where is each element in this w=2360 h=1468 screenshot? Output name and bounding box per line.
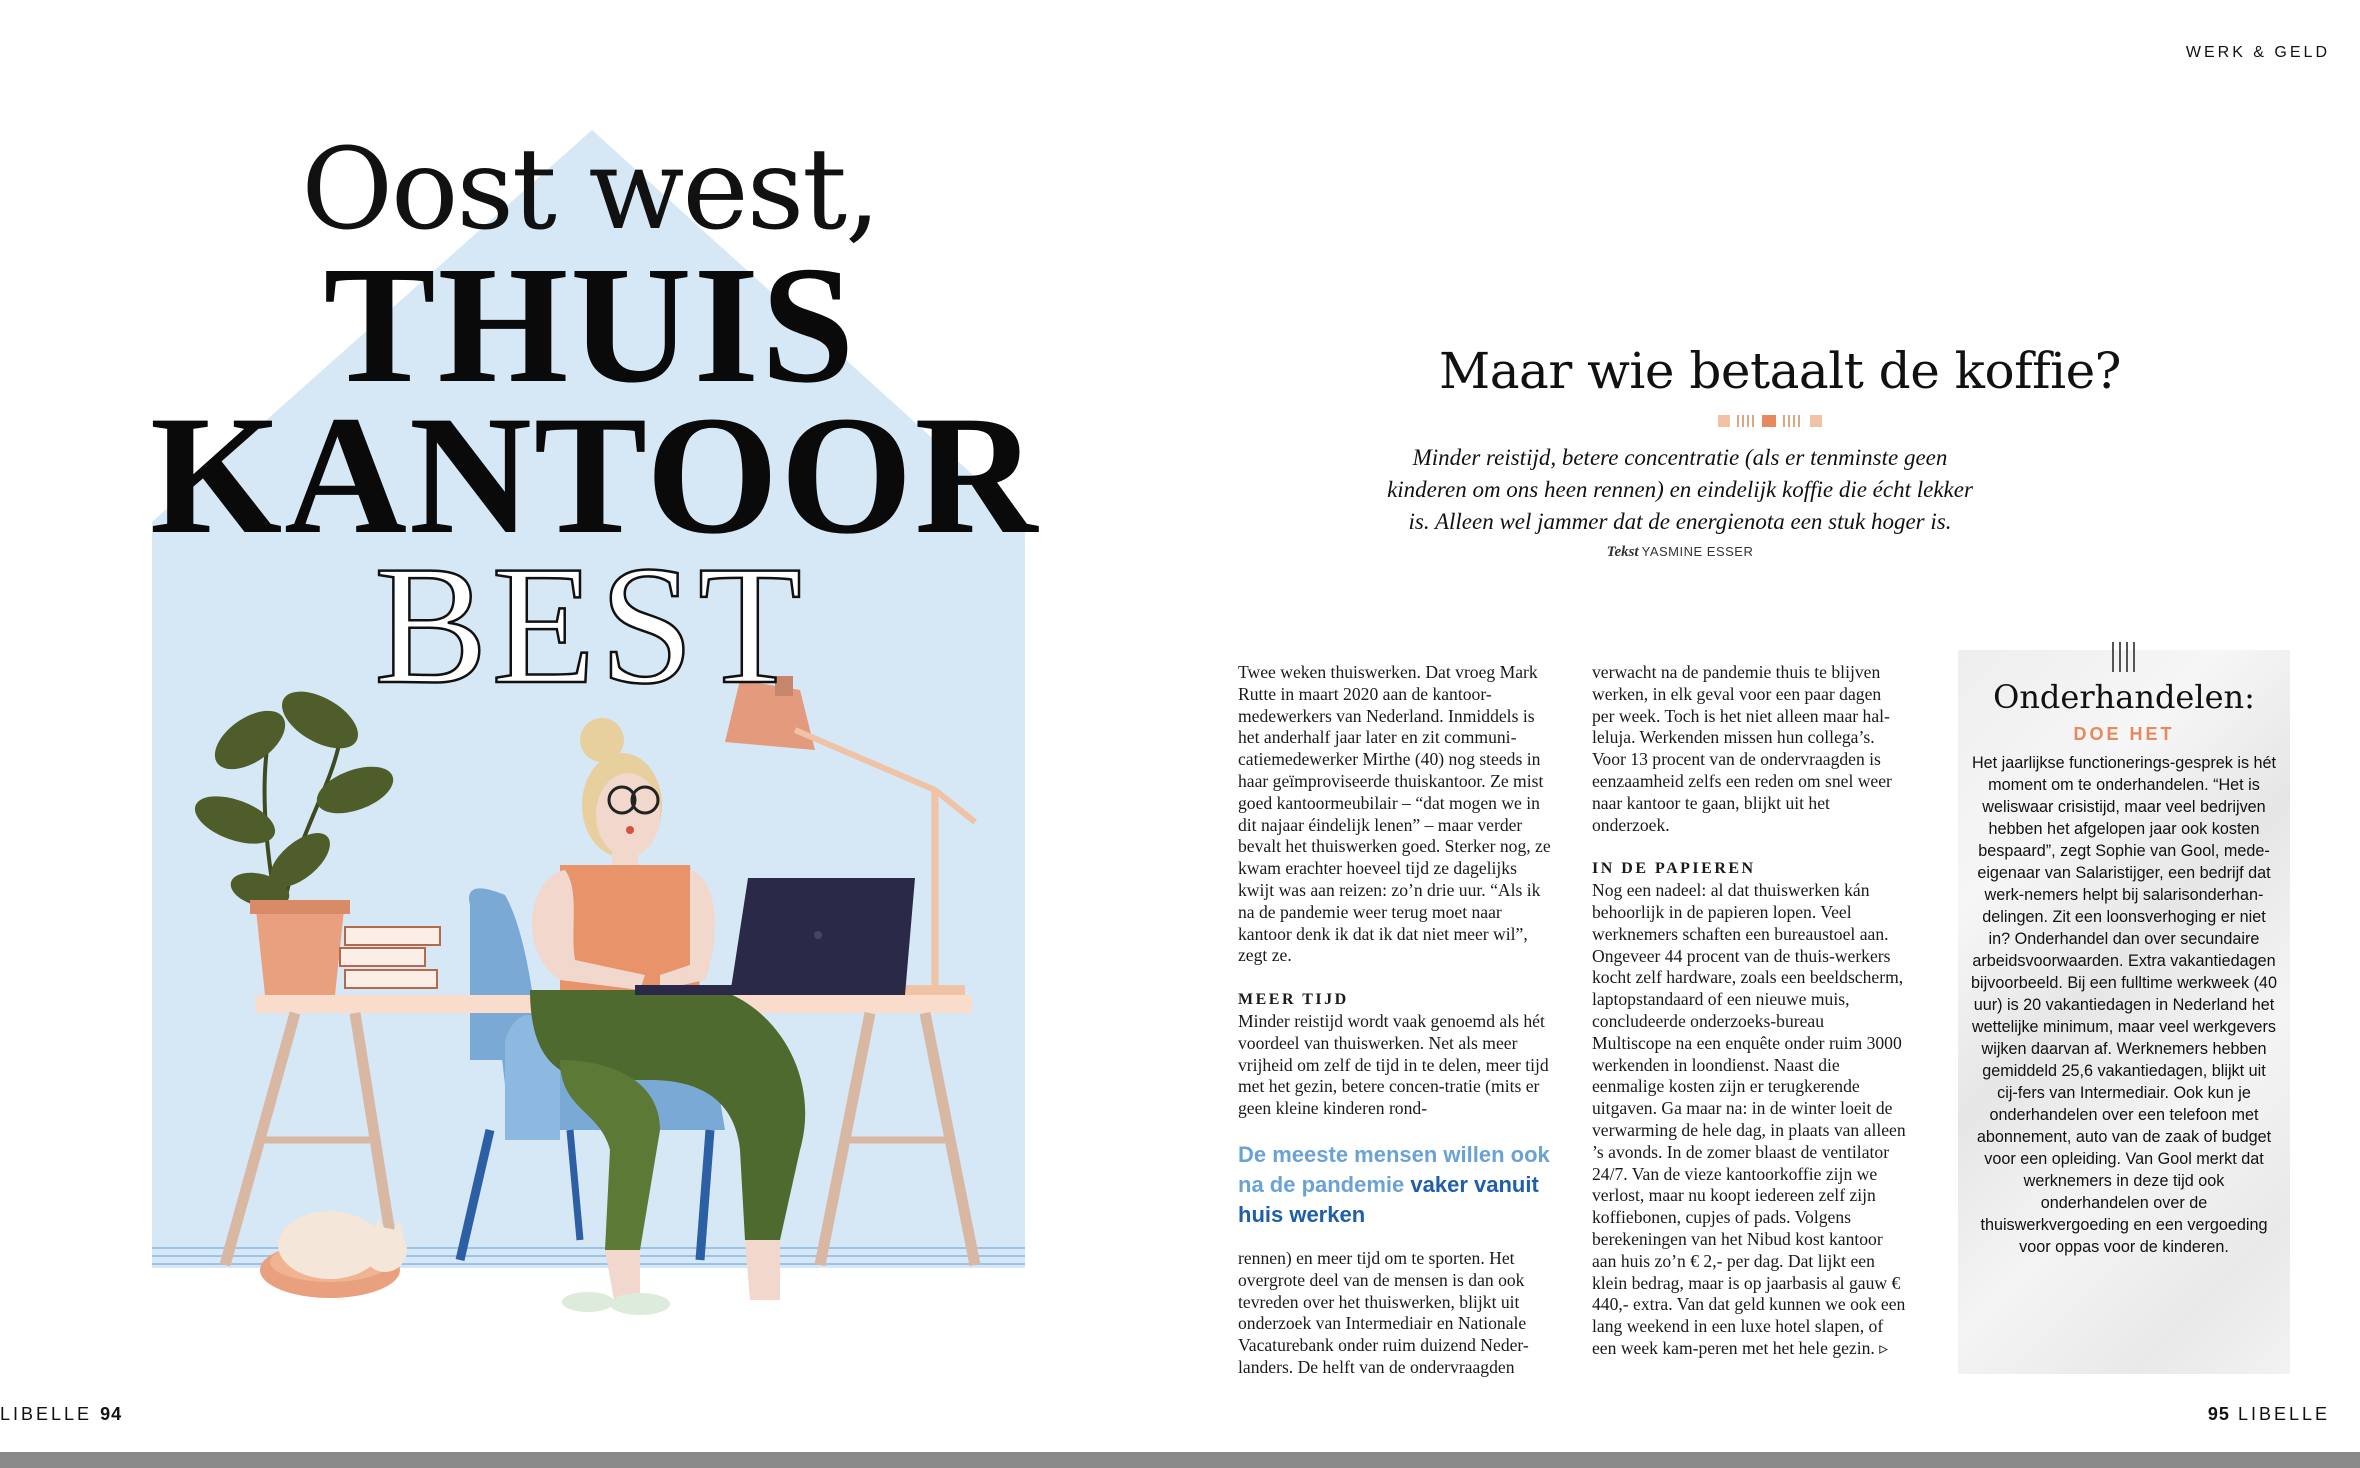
folio-left-label: LIBELLE [0, 1404, 93, 1424]
tick-marks-icon [2110, 640, 2140, 674]
pull-quote-part-2: vaker vanuit huis werken [1238, 1172, 1539, 1227]
paragraph: Twee weken thuiswerken. Dat vroeg Mark Rutte in maart 2020 aan de kantoor-medewerkers van Nederland. Inmiddels is het anderhalf jaar later en zit communi-catiemedewerker Mirthe (40) nog steeds in haar geïmproviseerde thuiskantoor. Ze mist goed kantoormeubilair – “dat mogen we in dit najaar éindelijk lenen” – maar verder bevalt het thuiswerken goed. Sterker nog, ze kwam erachter hoeveel tijd ze dagelijks kwijt was aan reizen: zo’n drie uur. “Als ik na de pandemie weer terug moet naar kantoor denk ik dat ik dat niet meer wil”, zegt ze. [1238, 662, 1551, 966]
title-line-1: Oost west, [301, 125, 879, 255]
page-bottom-bar [0, 1452, 2360, 1468]
folio-left [0, 1404, 122, 1425]
folio-right-number: 95 [2207, 1404, 2230, 1424]
title-line-4-text: BEST [374, 531, 806, 719]
credit-name: YASMINE ESSER [1641, 544, 1754, 559]
subheading-meer-tijd: MEER TIJD [1238, 991, 1349, 1009]
body-column-1 [1238, 662, 1553, 1120]
paragraph: Minder reistijd wordt vaak genoemd als hét voordeel van thuiswerken. Net als meer vrijheid om zelf de tijd in te delen, meer tijd met het gezin, betere concen-tratie (mits er geen kleine kinderen rond- [1238, 1010, 1549, 1119]
title-line-2: THUIS [323, 232, 857, 418]
left-page [0, 0, 1180, 1452]
body-column-2 [1592, 662, 1907, 1360]
title-line-3: KANTOOR [150, 381, 1040, 569]
sidebar-title: Onderhandelen: [1993, 678, 2255, 716]
paragraph: Nog een nadeel: al dat thuiswerken kán behoorlijk in de papieren lopen. Veel werknemers schaften een bureaustoel aan. Ongeveer 44 procent van de thuis-werkers kocht zelf hardware, zoals een beeldscherm, laptopstandaard of een nieuwe muis, concludeerde onderzoeks-bureau Multiscope na een enquête onder ruim 3000 werkenden in loondienst. Naast die eenmalige kosten zijn er terugkerende uitgaven. Ga maar na: in de winter loeit de verwarming de hele dag, in plaats van alleen ’s avonds. In de zomer blaast de ventilator 24/7. Van de vieze kantoorkoffie zijn we verlost, maar nu koopt iedereen zelf zijn koffiebonen, cupjes of pads. Volgens berekeningen van het Nibud kost kantoor aan huis zo’n € 2,- per dag. Dat lijkt een klein bedrag, maar is op jaarbasis al gauw € 440,- extra. Van dat geld kunnen we ook een lang weekend in een luxe hotel slapen, of een week kam-peren met het hele gezin. ▹ [1592, 880, 1906, 1358]
author-credit [1380, 544, 1980, 561]
folio-left-number: 94 [100, 1404, 123, 1424]
sidebar-subtitle: DOE HET [2073, 724, 2175, 744]
paragraph: rennen) en meer tijd om te sporten. Het overgrote deel van de mensen is dan ook tevreden over het thuiswerken, blijkt uit onderzoek van Intermediair en Nationale Vacaturebank onder ruim duizend Neder-landers. De helft van de ondervraagden [1238, 1248, 1529, 1377]
article-title [150, 125, 1040, 719]
paragraph: verwacht na de pandemie thuis te blijven werken, in elk geval voor een paar dagen per week. Toch is het niet alleen maar hal-leluja. Werkenden missen hun collega’s. Voor 13 procent van de ondervraagden is eenzaamheid zelfs een reden om snel weer naar kantoor te gaan, blijkt uit het onderzoek. [1592, 662, 1892, 835]
ornament-divider [1718, 414, 1830, 428]
sidebar-box [1958, 650, 2290, 1374]
pull-quote [1238, 1140, 1558, 1230]
headline: Maar wie betaalt de koffie? [1439, 342, 2121, 400]
intro-text: Minder reistijd, betere concentratie (als er tenminste geen kinderen om ons heen rennen) en eindelijk koffie die écht lekker is. Alleen wel jammer dat de energienota een stuk hoger is. [1387, 445, 1973, 534]
pull-quote-part-1: De meeste mensen willen ook na de pandemie [1238, 1142, 1550, 1197]
body-column-1-continued [1238, 1248, 1553, 1379]
credit-label: Tekst [1606, 544, 1639, 560]
folio-right [2208, 1404, 2330, 1425]
section-label: WERK & GELD [2185, 44, 2330, 61]
books-icon [340, 927, 440, 988]
title-line-4 [150, 531, 1030, 719]
folio-right-label: LIBELLE [2237, 1404, 2330, 1424]
sidebar-body: Het jaarlijkse functionerings-gesprek is hét moment om te onderhandelen. “Het is weliswaar crisistijd, maar veel bedrijven hebben het afgelopen jaar ook kosten bespaard”, zegt Sophie van Gool, mede-eigenaar van Salaristijger, een bedrijf dat werk-nemers helpt bij salarisonderhan-delingen. Zit een loonsverhoging er niet in? Onderhandel dan over secundaire arbeidsvoorwaarden. Extra vakantiedagen bijvoorbeeld. Bij een fulltime werkweek (40 uur) is 20 vakantiedagen in Nederland het wettelijke minimum, maar veel werkgevers wijken daarvan af. Werknemers hebben gemiddeld 25,6 vakantiedagen, blijkt uit cij-fers van Intermediair. Ook kun je onderhandelen over een telefoon met abonnement, auto van de zaak of budget voor een opleiding. Van Gool merkt dat werknemers in deze tijd ook onderhandelen over de thuiswerkvergoeding en een vergoeding voor oppas voor de kinderen. [1971, 754, 2277, 1256]
subheading-in-de-papieren: IN DE PAPIEREN [1592, 860, 1756, 878]
